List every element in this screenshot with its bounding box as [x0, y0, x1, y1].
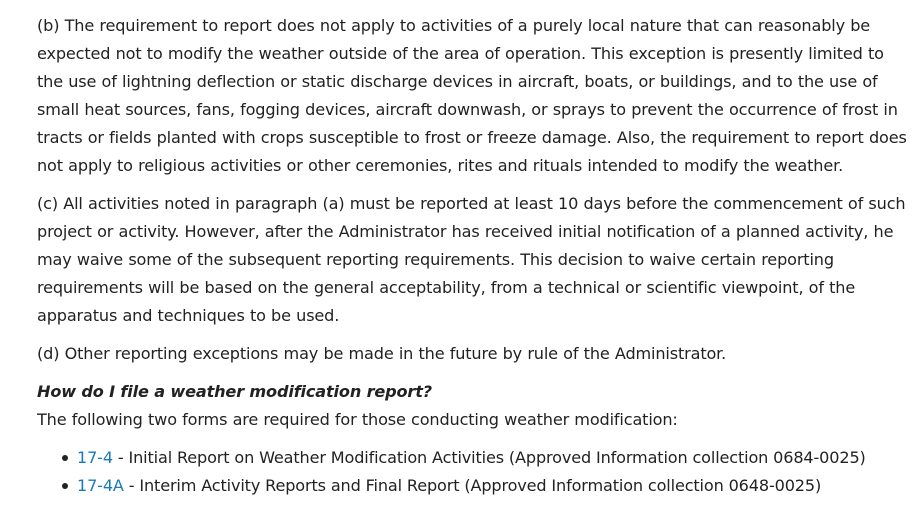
section-heading: How do I file a weather modification report?: [37, 382, 432, 401]
paragraph-c: (c) All activities noted in paragraph (a) must be reported at least 10 days before the commencement of such project or activity. However, after the Administrator has received initial notification of a planned activity, he may waive some of the subsequent reporting requirements. This decision to waive certain reporting requirements will be based on the general acceptability, from a technical or scientific viewpoint, of the apparatus and techniques to be used.: [37, 194, 906, 325]
form-17-4-link[interactable]: 17-4: [77, 448, 113, 467]
list-item: [77, 472, 909, 500]
form-description: - Initial Report on Weather Modification Activities (Approved Information collection 0684-0025): [112, 448, 866, 467]
article-body: [37, 12, 909, 500]
bullet-icon: [62, 483, 68, 489]
form-17-4a-link[interactable]: 17-4A: [77, 476, 124, 495]
forms-list: [37, 444, 909, 500]
form-description: - Interim Activity Reports and Final Report (Approved Information collection 0648-0025): [123, 476, 822, 495]
bullet-icon: [62, 455, 68, 461]
paragraph-b: (b) The requirement to report does not apply to activities of a purely local nature that can reasonably be expected not to modify the weather outside of the area of operation. This exception is presently limited to the use of lightning deflection or static discharge devices in aircraft, boats, or buildings, and to the use of small heat sources, fans, fogging devices, aircraft downwash, or sprays to prevent the occurrence of frost in tracts or fields planted with crops susceptible to frost or freeze damage. Also, the requirement to report does not apply to religious activities or other ceremonies, rites and rituals intended to modify the weather.: [37, 16, 907, 175]
list-item: [77, 444, 909, 472]
section-intro: The following two forms are required for those conducting weather modification:: [37, 410, 678, 429]
paragraph-d: (d) Other reporting exceptions may be made in the future by rule of the Administrator.: [37, 344, 727, 363]
